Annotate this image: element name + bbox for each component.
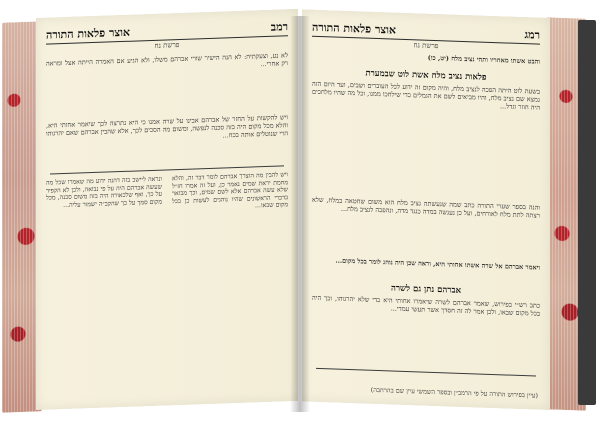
right-footnote: (עיין בפירוש התורה על פי הרמב״ן ובספר השמשי עיין שם בהרחבה) (370, 385, 538, 400)
right-header-title: אוצר פלאות התורה (312, 20, 396, 37)
left-column-1: ונראה ליישב בזה דהנה ידוע מה שאמרו שכל מה שעשה אברהם היה על פי נבואה, ולכן לא הקפיד על כך, ואף שלכאורה היה בזה משום סכנה, מכל מקום סמך על כך שהקב״ה ישמור עליה... (46, 175, 162, 209)
right-heading-2: אברהם נתן גם לשרה (390, 283, 462, 296)
right-top-line: והבט אשתו מאחריו ותהי נציב מלח (יט, כו) (427, 53, 540, 66)
left-column-2: ויש להבין מה הוצרך אברהם לומר דבר זה, והלא מחמת יראת שמים נאמר כן, ועל זה אמרו חז״ל שלא עשה אברהם אלא לשם שמים, וכך מבואר בדברי הראשונים שהיו נוהגים לעשות כן בכל מקום שבאו... (172, 171, 288, 210)
right-paragraph-1: בשעת לוט היתה הפכה לנציב מלח, והיה מקום זה ידוע לכל העוברים ושבים, ועד היום הזה נמצא שם נציב מלח, והיו מביאים לשם את הגמלים כדי שילחכו ממנו, וכל מה שהיו מלחכים היה חוזר וגדל... (312, 79, 540, 112)
left-header-page-number: רמב (270, 19, 288, 34)
left-lead-text: לא נע, וצעקתיה: לא הנה הישיר שורי אברהם משלו, ולא הגיע אם האמרה הייתה אצל ומראה רק אחרי... (46, 51, 288, 69)
left-main-paragraph: ויש להקשות על החזר של אברהם אבינו על שרה אמנו כי היא נתרצה לכך שיאמר אחותי היא, והלא מכל מקום היה בזה סכנה לנפשה, ומשום מה הסכים לכך, אלא שהבין אברהם שאם יהרגוהו הרי שנוטלים אותה בכח... (46, 113, 288, 140)
left-header-title: אוצר פלאות התורה (46, 25, 130, 42)
book-cover-edge (578, 20, 596, 405)
right-paragraph-4: כתב רש״י בפירוש, שאמר אברהם לשרה שיאמרו אחותי היא כדי שלא יהרגוהו, וכך היה בכל מקום שבאו, ולכן אמר לה זה חסדך אשר תעשי עמדי... (312, 293, 540, 318)
right-paragraph-3: ויאמר אברהם אל שרה אשתו אחותי היא, וראה שכן היה נוהג לומר בכל מקום... (335, 256, 540, 272)
right-header-section: פרשת נח (413, 41, 439, 51)
right-paragraph-2: והנה בספר שערי התורה כתב שמה שנעשתה נציב מלח הוא משום שחטאה במלח, שלא רצתה לתת מלח לאורחים, ועל כן נענשה במדה כנגד מדה, ונהפכה לנציב מלח... (312, 195, 540, 220)
left-page (36, 9, 298, 410)
book-gutter (290, 16, 310, 412)
left-header-section: פרשת נח (154, 40, 180, 50)
right-header-page-number: רמג (524, 27, 540, 42)
right-page (302, 9, 550, 410)
right-footnote-rule (316, 368, 536, 377)
right-heading-1: פלאות נציב מלח אשת לוט שבמערת (365, 68, 487, 83)
left-two-columns (46, 171, 288, 399)
